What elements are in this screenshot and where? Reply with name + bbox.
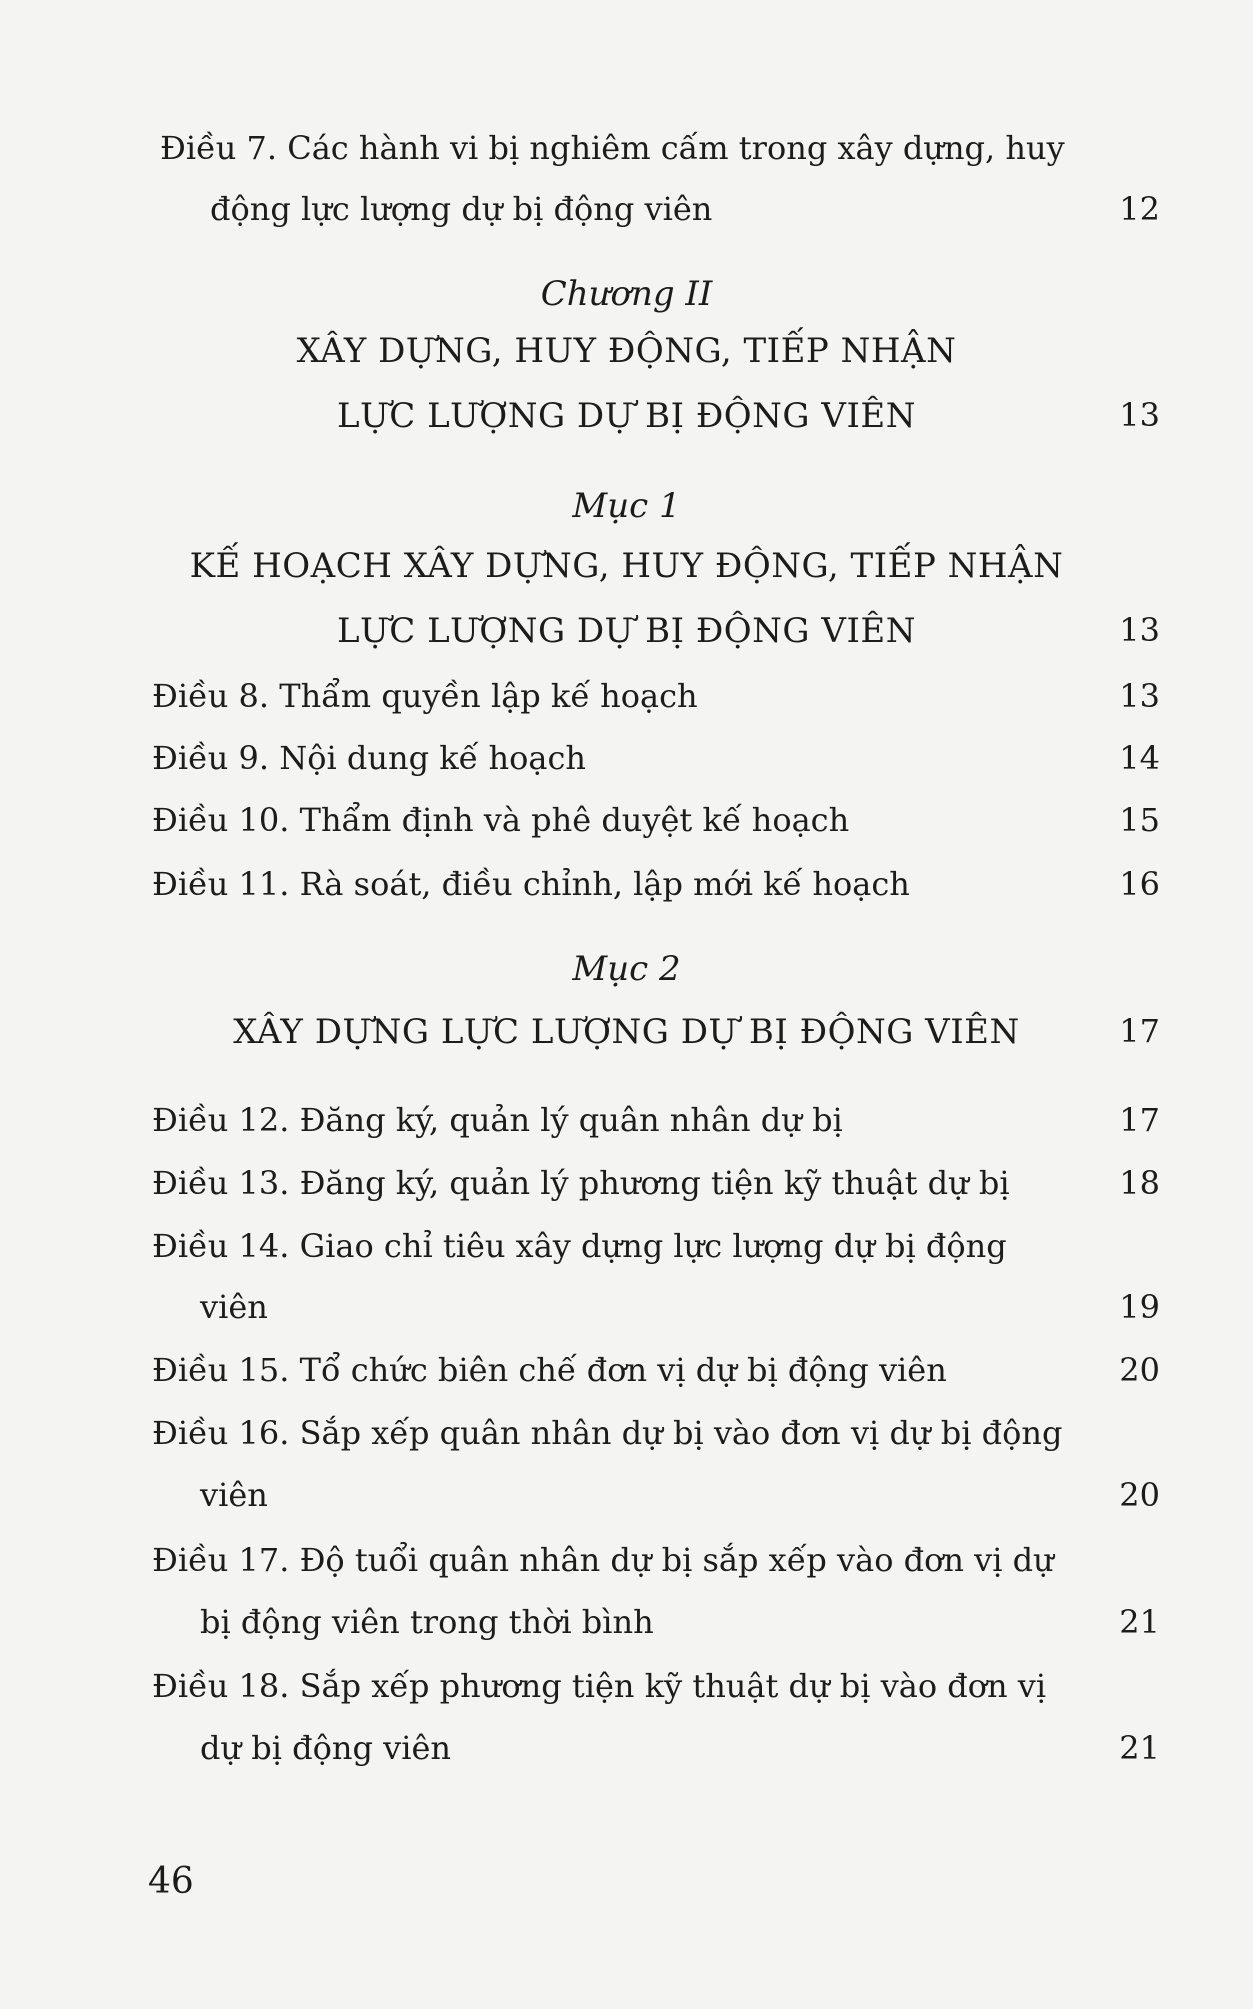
section-label: Mục 2 — [572, 949, 681, 989]
toc-entry-text: viên — [200, 1288, 268, 1326]
toc-entry-text: dự bị động viên — [200, 1729, 452, 1767]
toc-entry-text: Điều 10. Thẩm định và phê duyệt kế hoạch — [152, 801, 850, 839]
section-title: XÂY DỰNG LỰC LƯỢNG DỰ BỊ ĐỘNG VIÊN — [233, 1012, 1020, 1052]
toc-page-number: 13 — [1119, 611, 1160, 649]
toc-entry-text: Điều 15. Tổ chức biên chế đơn vị dự bị động viên — [152, 1351, 947, 1389]
toc-entry-text: Điều 7. Các hành vi bị nghiêm cấm trong xây dựng, huy — [160, 129, 1065, 167]
chapter-title-line1: XÂY DỰNG, HUY ĐỘNG, TIẾP NHẬN — [296, 331, 957, 371]
page-number: 46 — [148, 1861, 194, 1902]
toc-entry-text: viên — [200, 1476, 268, 1514]
toc-page-number: 14 — [1119, 739, 1160, 777]
toc-page-number: 17 — [1119, 1012, 1160, 1050]
toc-page-number: 15 — [1119, 801, 1160, 839]
toc-entry-text: Điều 11. Rà soát, điều chỉnh, lập mới kế hoạch — [152, 865, 910, 903]
toc-entry-text: Điều 12. Đăng ký, quản lý quân nhân dự bị — [152, 1101, 843, 1139]
toc-entry-text: Điều 14. Giao chỉ tiêu xây dựng lực lượng dự bị động — [152, 1227, 1007, 1265]
section-title-line2: LỰC LƯỢNG DỰ BỊ ĐỘNG VIÊN — [337, 611, 916, 651]
toc-entry-text: bị động viên trong thời bình — [200, 1603, 654, 1641]
toc-page-number: 20 — [1119, 1476, 1160, 1514]
toc-entry-text: động lực lượng dự bị động viên — [210, 190, 713, 228]
toc-entry-text: Điều 16. Sắp xếp quân nhân dự bị vào đơn vị dự bị động — [152, 1414, 1063, 1452]
toc-entry-text: Điều 9. Nội dung kế hoạch — [152, 739, 586, 777]
toc-entry-text: Điều 17. Độ tuổi quân nhân dự bị sắp xếp vào đơn vị dự — [152, 1541, 1054, 1579]
section-label: Mục 1 — [572, 486, 681, 526]
toc-entry-text: Điều 8. Thẩm quyền lập kế hoạch — [152, 677, 698, 715]
toc-entry-text: Điều 13. Đăng ký, quản lý phương tiện kỹ thuật dự bị — [152, 1164, 1010, 1202]
toc-page-number: 17 — [1119, 1101, 1160, 1139]
toc-page-number: 21 — [1119, 1729, 1160, 1767]
toc-page-number: 19 — [1119, 1288, 1160, 1326]
toc-page-number: 16 — [1119, 865, 1160, 903]
toc-page-number: 21 — [1119, 1603, 1160, 1641]
section-title-line1: KẾ HOẠCH XÂY DỰNG, HUY ĐỘNG, TIẾP NHẬN — [189, 546, 1064, 586]
toc-page-number: 20 — [1119, 1351, 1160, 1389]
toc-entry-text: Điều 18. Sắp xếp phương tiện kỹ thuật dự bị vào đơn vị — [152, 1667, 1047, 1705]
toc-page-number: 18 — [1119, 1164, 1160, 1202]
chapter-title-line2: LỰC LƯỢNG DỰ BỊ ĐỘNG VIÊN — [337, 396, 916, 436]
toc-page-number: 13 — [1119, 396, 1160, 434]
chapter-label: Chương II — [540, 274, 713, 314]
toc-page-number: 12 — [1119, 190, 1160, 228]
toc-page-number: 13 — [1119, 677, 1160, 715]
